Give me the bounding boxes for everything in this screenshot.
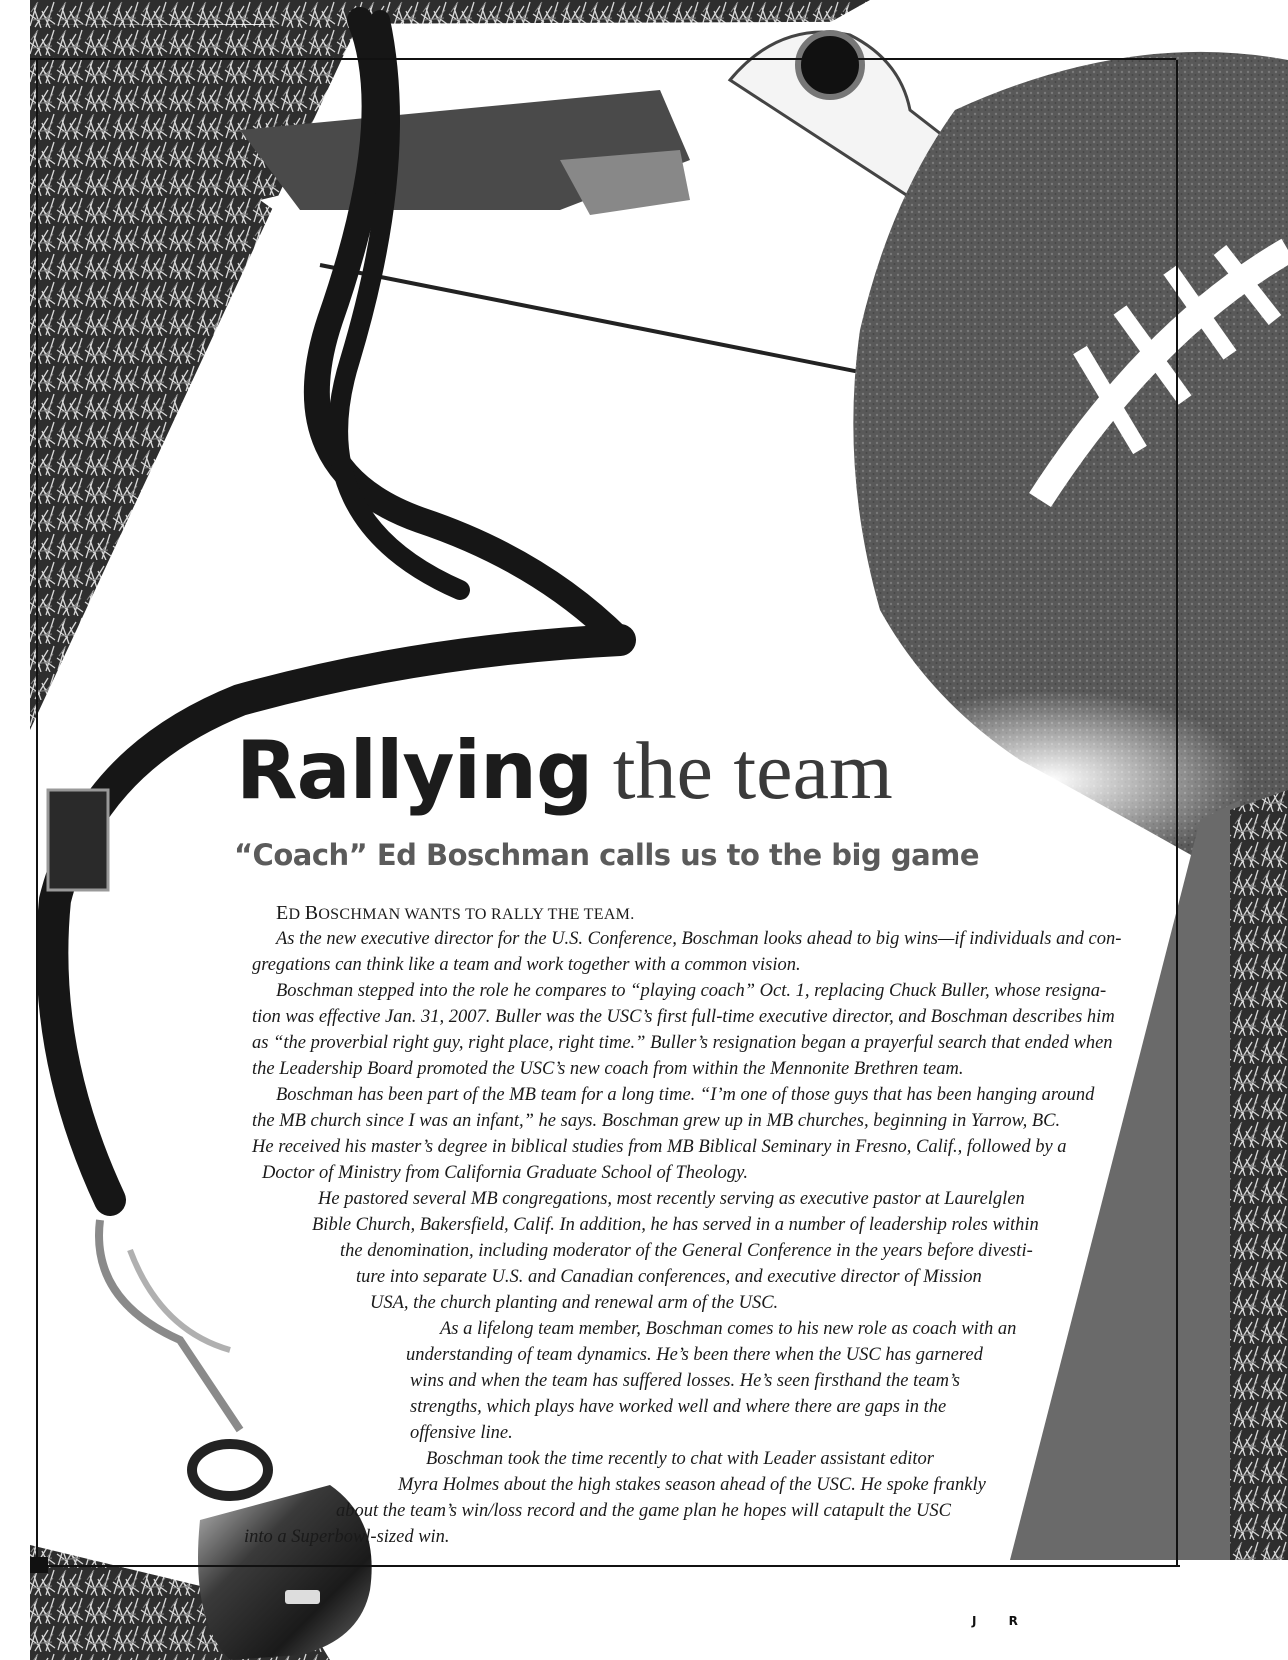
- football: [850, 52, 1288, 910]
- body-line: Boschman took the time recently to chat with Leader assistant editor: [426, 1449, 934, 1469]
- body-line: as “the proverbial right guy, right place, right time.” Buller’s resignation began a prayerful search that ended when: [252, 1033, 1113, 1053]
- body-line: gregations can think like a team and work together with a common vision.: [252, 955, 801, 975]
- frame-left: [36, 60, 38, 1565]
- body-line: tion was effective Jan. 31, 2007. Buller was the USC’s first full-time executive director, and Boschman describes him: [252, 1007, 1115, 1027]
- lead-rest-2: OSCHMAN WANTS TO RALLY THE TEAM.: [318, 906, 635, 923]
- title-strong: Rallying: [236, 724, 593, 817]
- clipboard-edge: [1010, 790, 1288, 1560]
- body-line: into a Superbowl-sized win.: [244, 1527, 450, 1547]
- lead-rest-1: D: [288, 906, 305, 923]
- body-line: strengths, which plays have worked well and where there are gaps in the: [410, 1397, 947, 1417]
- frame-corner-block: [30, 1557, 48, 1573]
- body-line: the MB church since I was an infant,” he says. Boschman grew up in MB churches, beginning in Yarrow, BC.: [252, 1111, 1061, 1131]
- body-line: understanding of team dynamics. He’s been there when the USC has garnered: [406, 1345, 983, 1365]
- body-line: the denomination, including moderator of the General Conference in the years before divesti-: [340, 1241, 1033, 1261]
- article-subtitle: “Coach” Ed Boschman calls us to the big game: [234, 838, 980, 872]
- body-line: Boschman has been part of the MB team for a long time. “I’m one of those guys that has been hanging around: [276, 1085, 1095, 1105]
- body-line: As a lifelong team member, Boschman comes to his new role as coach with an: [440, 1319, 1017, 1339]
- frame-bottom: [30, 1565, 1180, 1567]
- body-line: about the team’s win/loss record and the game plan he hopes will catapult the USC: [336, 1501, 951, 1521]
- body-line: Bible Church, Bakersfield, Calif. In addition, he has served in a number of leadership roles within: [312, 1215, 1039, 1235]
- body-line: wins and when the team has suffered losses. He’s seen firsthand the team’s: [410, 1371, 961, 1391]
- body-line: Doctor of Ministry from California Graduate School of Theology.: [262, 1163, 748, 1183]
- title-rest: the team: [592, 725, 893, 816]
- frame-top: [30, 58, 1176, 60]
- body-line: He pastored several MB congregations, most recently serving as executive pastor at Laurelglen: [318, 1189, 1025, 1209]
- body-line: He received his master’s degree in biblical studies from MB Biblical Seminary in Fresno, Calif., followed by a: [252, 1137, 1067, 1157]
- lead-initial-2: B: [304, 902, 319, 924]
- body-line: the Leadership Board promoted the USC’s new coach from within the Mennonite Brethren team.: [252, 1059, 964, 1079]
- lead-initial-1: E: [276, 902, 289, 924]
- page-folio: J R: [972, 1614, 1032, 1628]
- body-line: Boschman stepped into the role he compares to “playing coach” Oct. 1, replacing Chuck Buller, whose resigna-: [276, 981, 1107, 1001]
- body-line: offensive line.: [410, 1423, 513, 1443]
- body-line: ture into separate U.S. and Canadian conferences, and executive director of Mission: [356, 1267, 982, 1287]
- body-line: As the new executive director for the U.S. Conference, Boschman looks ahead to big wins—if individuals and con-: [276, 929, 1122, 949]
- lead-line: [276, 902, 635, 926]
- body-line: USA, the church planting and renewal arm of the USC.: [370, 1293, 779, 1313]
- frame-right: [1176, 60, 1178, 1565]
- article-title: [236, 724, 893, 817]
- body-line: Myra Holmes about the high stakes season ahead of the USC. He spoke frankly: [398, 1475, 986, 1495]
